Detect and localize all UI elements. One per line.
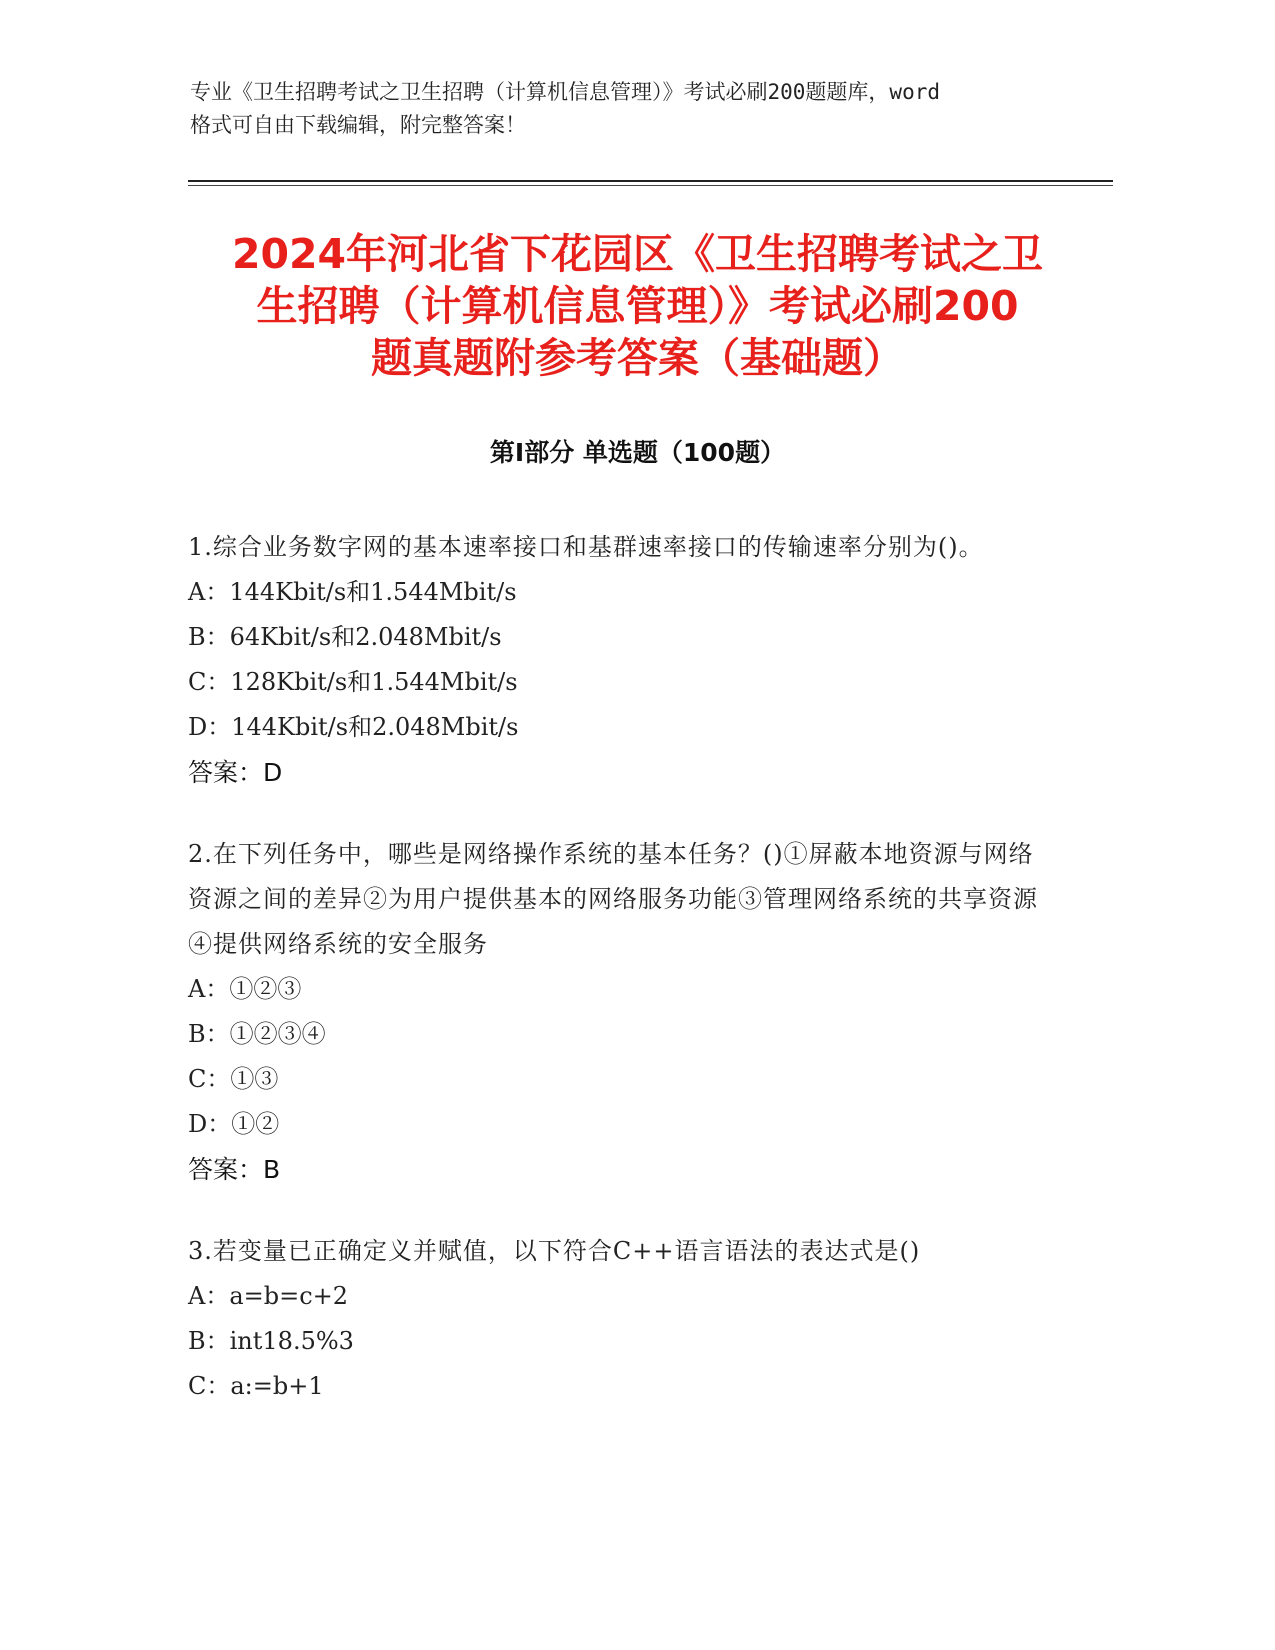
option-d: D：144Kbit/s和2.048Mbit/s bbox=[188, 713, 519, 741]
header-line-2: 格式可自由下载编辑，附完整答案！ bbox=[190, 113, 526, 137]
option-d: D：①② bbox=[188, 1110, 280, 1138]
header-line-1: 专业《卫生招聘考试之卫生招聘（计算机信息管理）》考试必刷200题题库，word bbox=[190, 80, 940, 104]
title-line-3: 题真题附参考答案（基础题） bbox=[371, 334, 904, 382]
question-2 bbox=[188, 832, 1058, 1192]
title-line-2: 生招聘（计算机信息管理）》考试必刷200 bbox=[256, 282, 1019, 330]
question-1 bbox=[188, 525, 1058, 795]
option-a: A：144Kbit/s和1.544Mbit/s bbox=[188, 578, 517, 606]
option-b: B：①②③④ bbox=[188, 1020, 326, 1048]
option-a: A：a=b=c+2 bbox=[188, 1282, 349, 1310]
answer: 答案：D bbox=[188, 758, 283, 787]
option-c: C：a:=b+1 bbox=[188, 1372, 324, 1400]
header-divider-thin bbox=[188, 185, 1113, 186]
option-b: B：64Kbit/s和2.048Mbit/s bbox=[188, 623, 502, 651]
document-title bbox=[190, 228, 1085, 384]
section-title: 第Ⅰ部分 单选题（100题） bbox=[489, 438, 786, 467]
option-a: A：①②③ bbox=[188, 975, 302, 1003]
question-stem: 2.在下列任务中，哪些是网络操作系统的基本任务？()①屏蔽本地资源与网络资源之间的差异②为用户提供基本的网络服务功能③管理网络系统的共享资源④提供网络系统的安全服务 bbox=[188, 840, 1038, 958]
document-header bbox=[190, 76, 1100, 142]
question-stem: 1.综合业务数字网的基本速率接口和基群速率接口的传输速率分别为()。 bbox=[188, 533, 984, 561]
option-c: C：①③ bbox=[188, 1065, 279, 1093]
question-stem: 3.若变量已正确定义并赋值，以下符合C++语言语法的表达式是() bbox=[188, 1237, 921, 1265]
question-3 bbox=[188, 1229, 1058, 1409]
option-b: B：int18.5%3 bbox=[188, 1327, 354, 1355]
option-c: C：128Kbit/s和1.544Mbit/s bbox=[188, 668, 518, 696]
answer: 答案：B bbox=[188, 1155, 281, 1184]
question-list bbox=[188, 525, 1058, 1446]
header-divider-thick bbox=[188, 180, 1113, 182]
title-line-1: 2024年河北省下花园区《卫生招聘考试之卫 bbox=[231, 230, 1044, 278]
